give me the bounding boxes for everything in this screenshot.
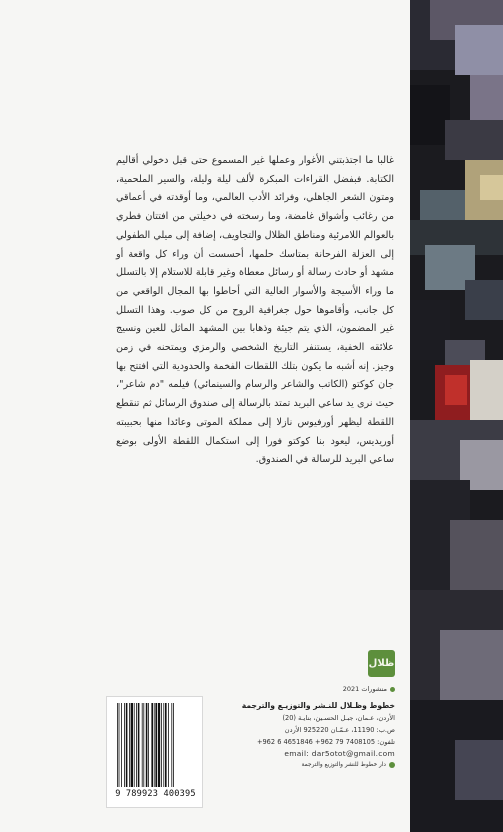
publisher-email: email: dar5otot@gmail.com (284, 749, 395, 759)
publisher-mark-icon (389, 762, 395, 768)
publisher-logo (368, 650, 395, 677)
publisher-name: خطوط وظـلال للنـشر والتوزيـع والترجمة (241, 701, 395, 710)
series-line (283, 685, 395, 694)
back-cover-blurb (116, 152, 394, 470)
bullet-icon (390, 687, 395, 692)
publisher-pobox: ص.ب: 11190، عـمّـان 925220 الأردن (284, 725, 395, 734)
publisher-info (241, 685, 395, 770)
isbn-barcode (106, 696, 203, 808)
series-label: منشورات 2021 (342, 685, 387, 693)
publisher-copyright (283, 760, 395, 770)
copyright-text: دار خطوط للنشر والتوزيع والترجمة (301, 762, 386, 769)
barcode-icon (117, 703, 195, 787)
publisher-phones: تلفون: 7408105 79 962+ 4651846 6 962+ (256, 737, 395, 746)
cover-painting (410, 0, 503, 832)
blurb-paragraph: غالبا ما اجتذبتني الأغوار وعملها غير المسموع حتى قبل دخولي أقاليم الكتابة. فبفضل القراءات المبكرة لألف ليلة وليلة، والسير الملحمية، ومتون الشعر الجاهلي، وفرائد الأدب العالمي، وما أوقدته في أعماقي من رغائب وأشواق غامضة، وما رسخته في دخيلتي من افتتان فطري بالعوالم اللامرئية ومناطق الظلال والتجاويف، إضافة إلى ميلي الطفولي إلى العزلة الفرحانة بمتاسك حلمها، أحسست أن وراء كل واقعة أو مشهد أو حادث رسالة أو رسائل معطاة وغير قابلة للاستلام إلا بالتسلل ما وراء الأسيجة والأسوار العالية التي أحاطوا بها المجال الواقعي من كل جانب، وأقاموها حول جغرافية الروح من كل صوب. وهذا التسلل غير المضمون، الذي يتم جيئة وذهابا بين المشهد الماثل للعين ونسيج علائقه الخفية، يستنفر التاريخ الشخصي والرمزي ويمتحنه في زمن وجيز. إنه أشبه ما يكون بتلك اللقطات الفخمة والحدودية التي افتتح بها جان كوكتو (الكاتب والشاعر والرسام والسينمائي) فيلمه "دم شاعر"، حيث نرى يد ساعي البريد تمتد بالرسالة إلى صندوق الرسائل ثم تنقطع اللقطة ليظهر أورفيوس نازلا إلى مملكة الموتى وعائدا منها بحبيبته أوريديس، ليعود بنا كوكتو فورا إلى استكمال اللقطة الأولى بوضع ساعي البريد للرسالة في الصندوق. (116, 155, 394, 466)
isbn-number: 9 789923 400395 (115, 789, 196, 799)
logo-text: ظلال (368, 658, 395, 669)
publisher-address: الأردن، عـمان، جبـل الحسـين، بنايـة (20) (282, 714, 395, 722)
